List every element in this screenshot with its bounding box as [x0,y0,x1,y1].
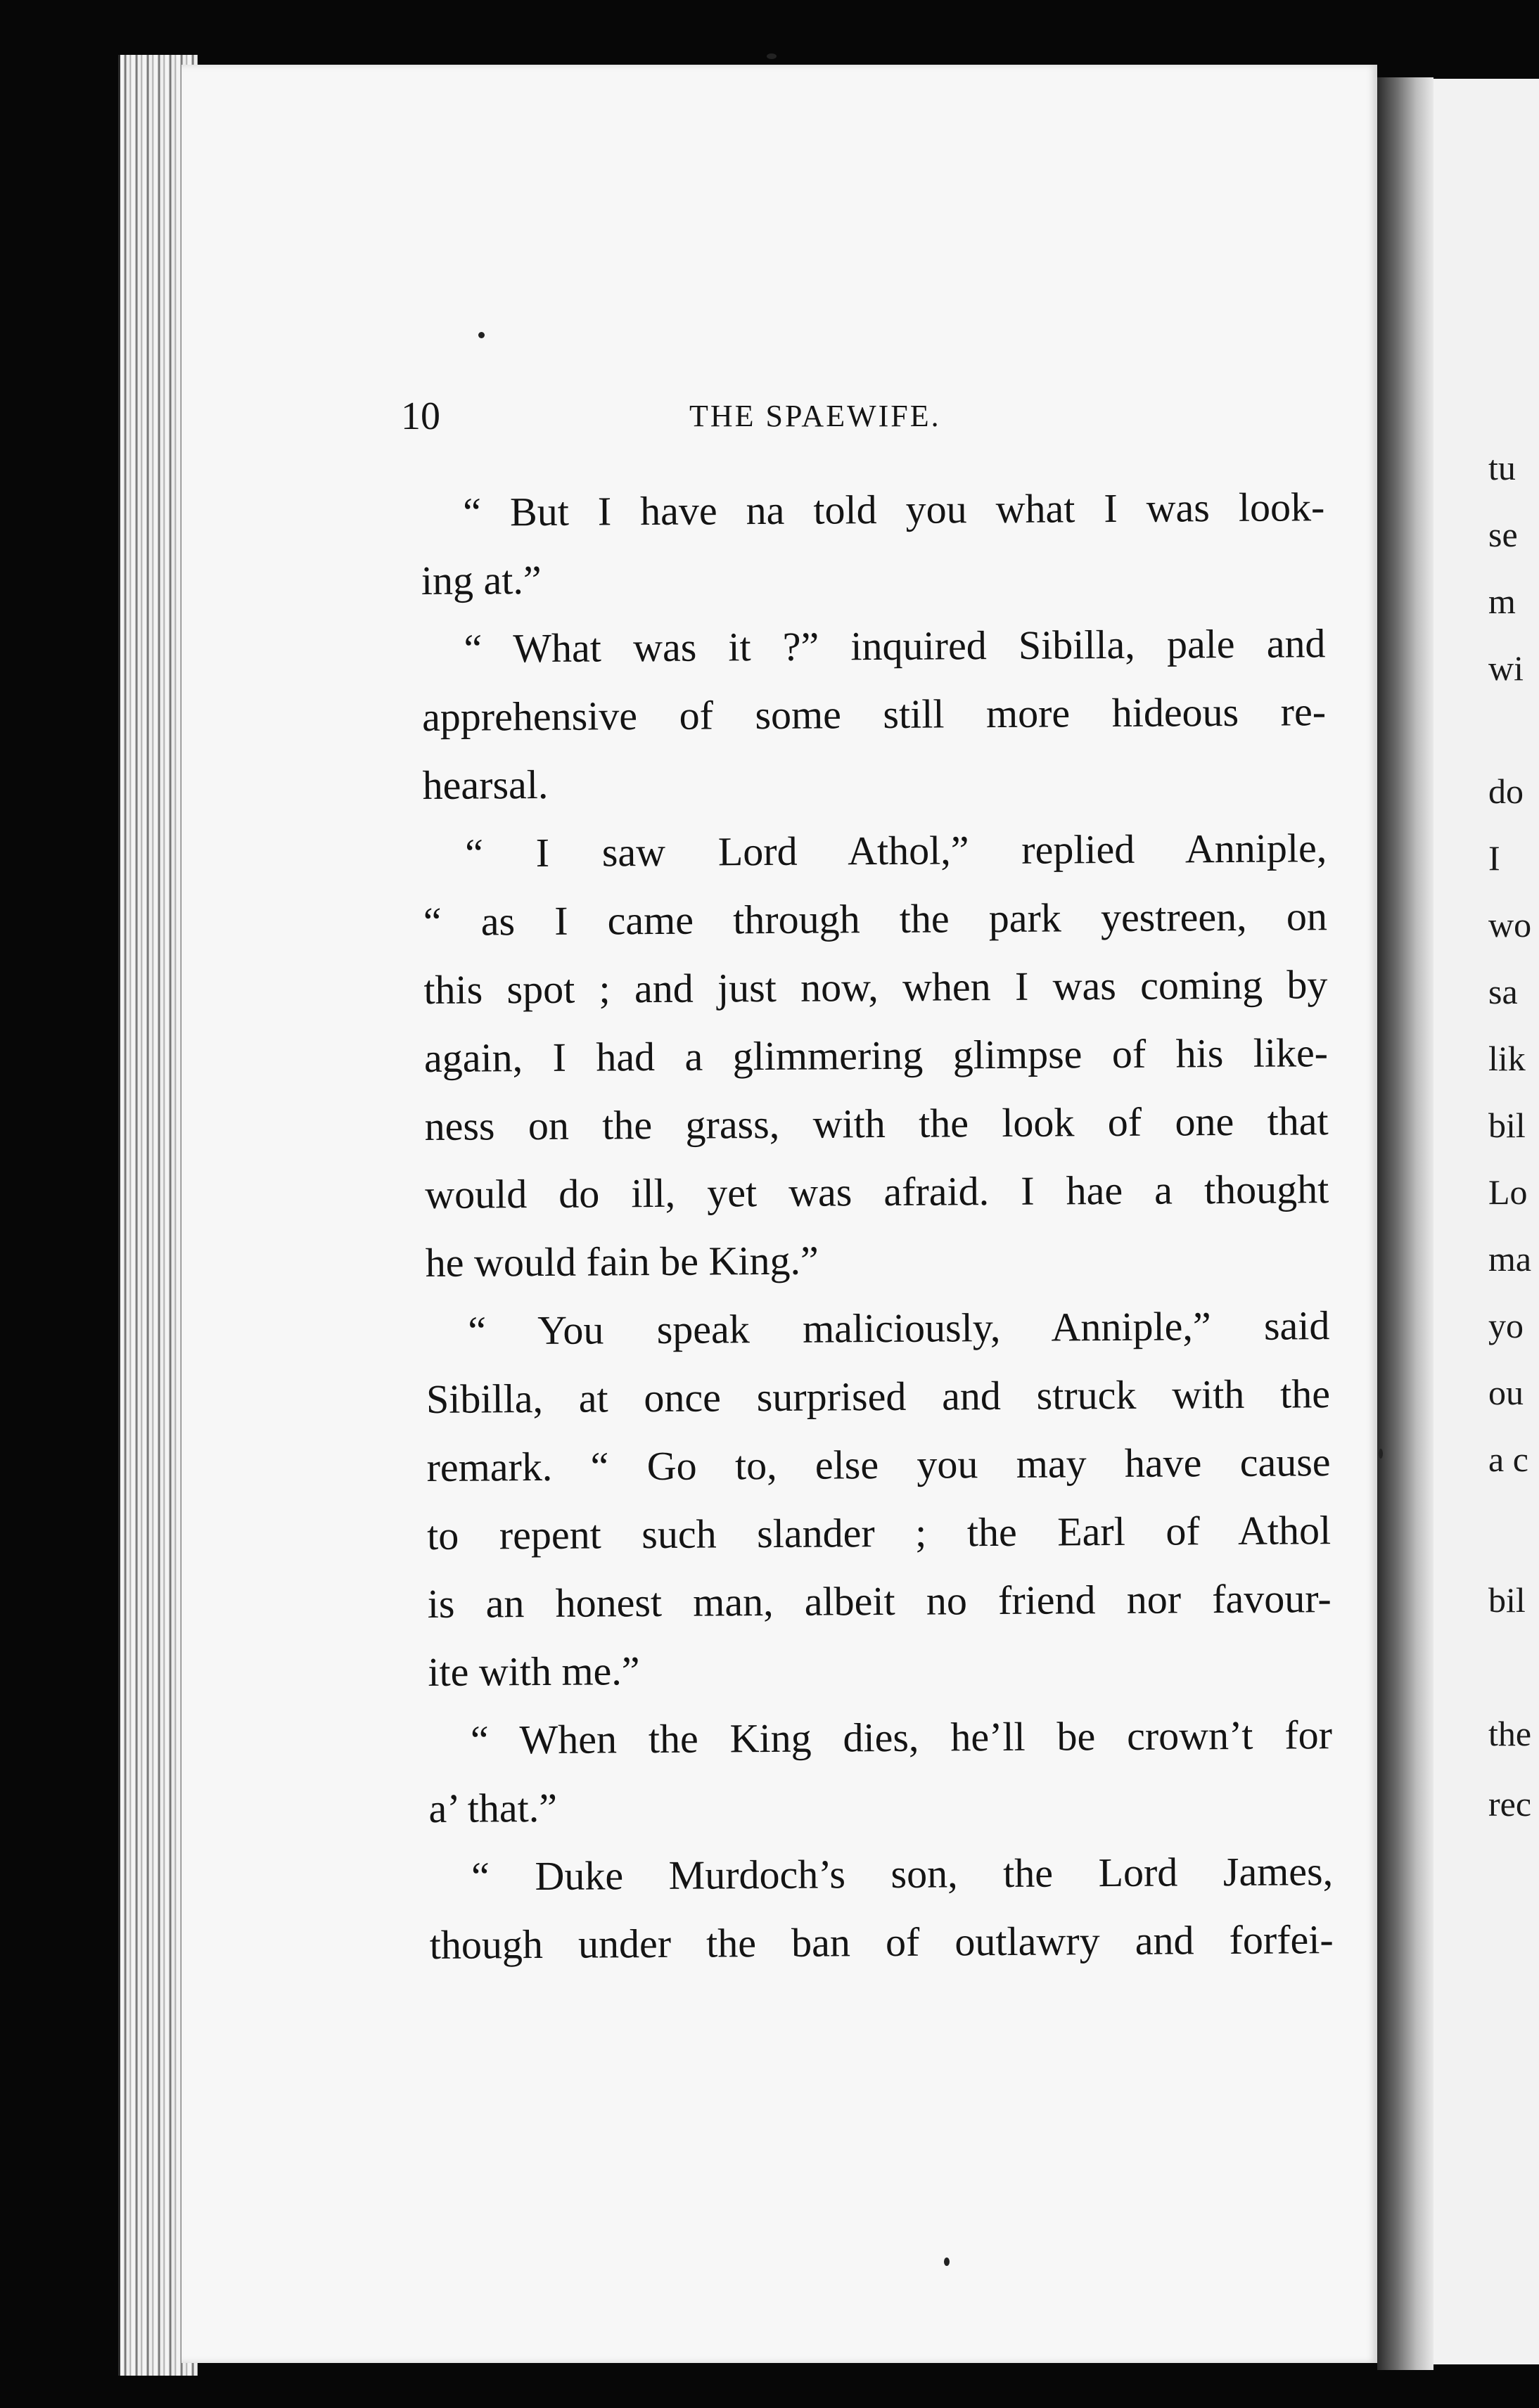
facing-page-line-fragment: m [1488,582,1516,621]
facing-page-line-fragment: ou [1488,1373,1524,1412]
facing-page-line-fragment: ma [1488,1239,1532,1279]
text-line: hearsal. [422,761,549,808]
text-line: “ as I came through the park yestreen, on [423,893,1328,944]
running-title: THE SPAEWIFE. [689,399,941,433]
facing-page-line-fragment: lik [1488,1039,1526,1078]
page-number: 10 [401,395,440,438]
text-line: ite with me.” [428,1648,640,1695]
facing-page-line-fragment: wi [1488,648,1524,688]
text-line: Sibilla, at once surprised and struck with the [426,1371,1331,1422]
text-line: a’ that.” [428,1784,558,1831]
text-line: apprehensive of some still more hideous re- [421,689,1327,740]
text-line: “ What was it ?” inquired Sibilla, pale and [464,620,1326,672]
facing-page-line-fragment: I [1488,838,1500,878]
text-line: remark. “ Go to, else you may have cause [426,1439,1331,1490]
text-line: “ But I have na told you what I was look- [463,484,1325,535]
text-line: would do ill, yet was afraid. I hae a thought [425,1166,1329,1217]
text-line: ness on the grass, with the look of one that [424,1098,1329,1149]
page-header [401,394,1315,443]
text-line: he would fain be King.” [425,1237,819,1286]
facing-page-line-fragment: wo [1488,905,1532,944]
text-line: “ I saw Lord Athol,” replied Anniple, [465,825,1327,876]
facing-page-fragment [1433,79,1539,2364]
text-line: this spot ; and just now, when I was coming by [423,961,1328,1013]
text-line: again, I had a glimmering glimpse of his like- [423,1030,1329,1081]
facing-page-line-fragment: do [1488,771,1524,811]
facing-page-line-fragment: a c [1488,1440,1528,1479]
facing-page-line-fragment: sa [1488,972,1518,1011]
facing-page-line-fragment: bil [1488,1580,1526,1620]
text-line: though under the ban of outlawry and forfei- [429,1916,1334,1968]
book-gutter-shadow [1377,77,1433,2370]
text-line: “ You speak maliciously, Anniple,” said [468,1302,1330,1354]
text-line: “ When the King dies, he’ll be crown’t for [470,1712,1333,1763]
facing-page-line-fragment: Lo [1488,1172,1528,1212]
facing-page-line-fragment: rec [1488,1784,1532,1824]
text-line: “ Duke Murdoch’s son, the Lord James, [471,1848,1334,1900]
facing-page-line-fragment: se [1488,515,1518,554]
text-line: to repent such slander ; the Earl of Athol [426,1507,1332,1558]
facing-page-line-fragment: the [1488,1714,1532,1753]
text-line: is an honest man, albeit no friend nor favour- [427,1575,1332,1627]
facing-page-line-fragment: yo [1488,1306,1524,1345]
facing-page-line-fragment: tu [1488,448,1516,487]
text-line: ing at.” [421,556,542,603]
facing-page-line-fragment: bil [1488,1106,1526,1145]
body-text [421,473,1334,1979]
